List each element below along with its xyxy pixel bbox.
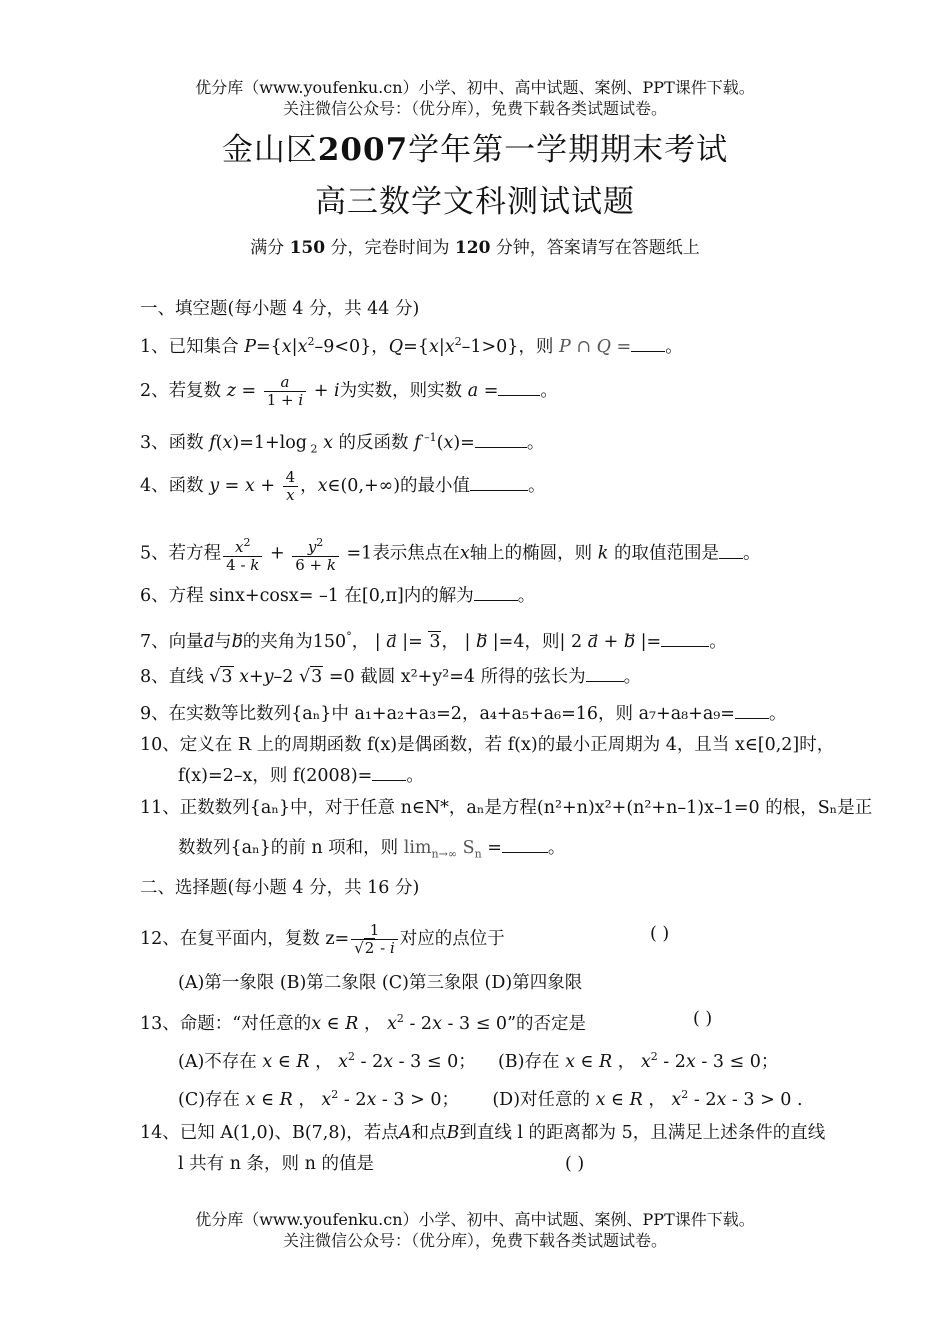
- question-11-line-1: 11、正数数列{aₙ}中，对于任意 n∈N*，aₙ是方程(n²+n)x²+(n²+n–1)x–1=0 的根，Sₙ是正: [140, 798, 873, 818]
- question-13-options-cd: (C)存在 x ∈ R ， $x^2 - 2x - 3 > 0$； (D)对任意的 x ∈ R ， $x^2 - 2x - 3 > 0$ .: [178, 1088, 803, 1110]
- question-14-answer-paren: ( ): [565, 1154, 585, 1174]
- question-12-options: (A)第一象限 (B)第二象限 (C)第三象限 (D)第四象限: [178, 973, 583, 993]
- question-5: 5、若方程 $\frac{x^2}{4 - k}$ + $\frac{y^2}{6 + k}$ =1表示焦点在x轴上的椭圆，则 k 的取值范围是 。: [140, 536, 761, 574]
- question-13: 13、命题：“对任意的x ∈ R ， $x^2 - 2x - 3 \le 0$”的否定是: [140, 1012, 587, 1034]
- question-9: 9、在实数等比数列{aₙ}中 a₁+a₂+a₃=2，a₄+a₅+a₆=16，则 a₇+a₈+a₉= 。: [140, 704, 787, 724]
- question-11-line-2: 数数列{aₙ}的前 n 项和，则 $\lim_{n\to\infty} S_n$ = 。: [178, 838, 566, 861]
- question-6: 6、方程 sinx+cosx= –1 在[0,π]内的解为 。: [140, 586, 536, 606]
- question-10-line-2: f(x)=2–x，则 f(2008)= 。: [178, 766, 424, 786]
- section-2-heading: 二、选择题(每小题 4 分，共 16 分): [140, 878, 420, 898]
- question-14-line-2: l 共有 n 条，则 n 的值是: [178, 1154, 374, 1174]
- header-line-1: 优分库（www.youfenku.cn）小学、初中、高中试题、案例、PPT课件下载。: [195, 78, 755, 97]
- question-3: 3、函数 f(x)=1+log $_2$ x 的反函数 f $^{-1}$(x)= 。: [140, 431, 545, 456]
- question-7: 7、向量a与b的夹角为150°， | a⃗ |= 3， | b⃗ |=4，则| 2 a⃗ + b⃗ |= 。: [140, 630, 727, 652]
- question-4: 4、函数 y = x + $\frac{4}{x}$ ，x∈(0,+∞)的最小值 。: [140, 468, 546, 504]
- question-13-options-ab: (A)不存在 x ∈ R ， $x^2 - 2x - 3 \le 0$； (B)存在 x ∈ R ， $x^2 - 2x - 3 \le 0$；: [178, 1050, 779, 1072]
- question-12-answer-paren: ( ): [650, 924, 670, 944]
- question-8: 8、直线 √3 x+y–2 √3 =0 截圆 x²+y²=4 所得的弦长为 。: [140, 667, 642, 687]
- exam-note: 满分 150 分，完卷时间为 120 分钟，答案请写在答题纸上: [250, 238, 700, 258]
- header-line-2: 关注微信公众号：（优分库），免费下载各类试题试卷。: [282, 99, 667, 118]
- question-10-line-1: 10、定义在 R 上的周期函数 f(x)是偶函数，若 f(x)的最小正周期为 4，且当 x∈[0,2]时，: [140, 735, 835, 755]
- footer-line-1: 优分库（www.youfenku.cn）小学、初中、高中试题、案例、PPT课件下载。: [195, 1210, 755, 1229]
- question-13-answer-paren: ( ): [693, 1009, 713, 1029]
- question-1: 1、已知集合 $P=\{x|x^2-9<0\}$，$Q=\{x|x^2-1>0\}$，则 P ∩ Q = 。: [140, 335, 683, 357]
- question-14-line-1: 14、已知 A(1,0)、B(7,8)，若点A和点B到直线 l 的距离都为 5，且满足上述条件的直线: [140, 1123, 826, 1143]
- section-1-heading: 一、填空题(每小题 4 分，共 44 分): [140, 299, 420, 319]
- footer-line-2: 关注微信公众号：（优分库），免费下载各类试题试卷。: [282, 1231, 667, 1250]
- exam-subtitle: 高三数学文科测试试题: [315, 184, 635, 220]
- exam-title: 金山区2007学年第一学期期末考试: [221, 132, 729, 168]
- question-12: 12、在复平面内，复数 z= $\frac{1}{√2 - i}$ 对应的点位于: [140, 921, 505, 957]
- question-2: 2、若复数 z = $\frac{a}{1 + i}$ + i为实数，则实数 a = 。: [140, 373, 558, 409]
